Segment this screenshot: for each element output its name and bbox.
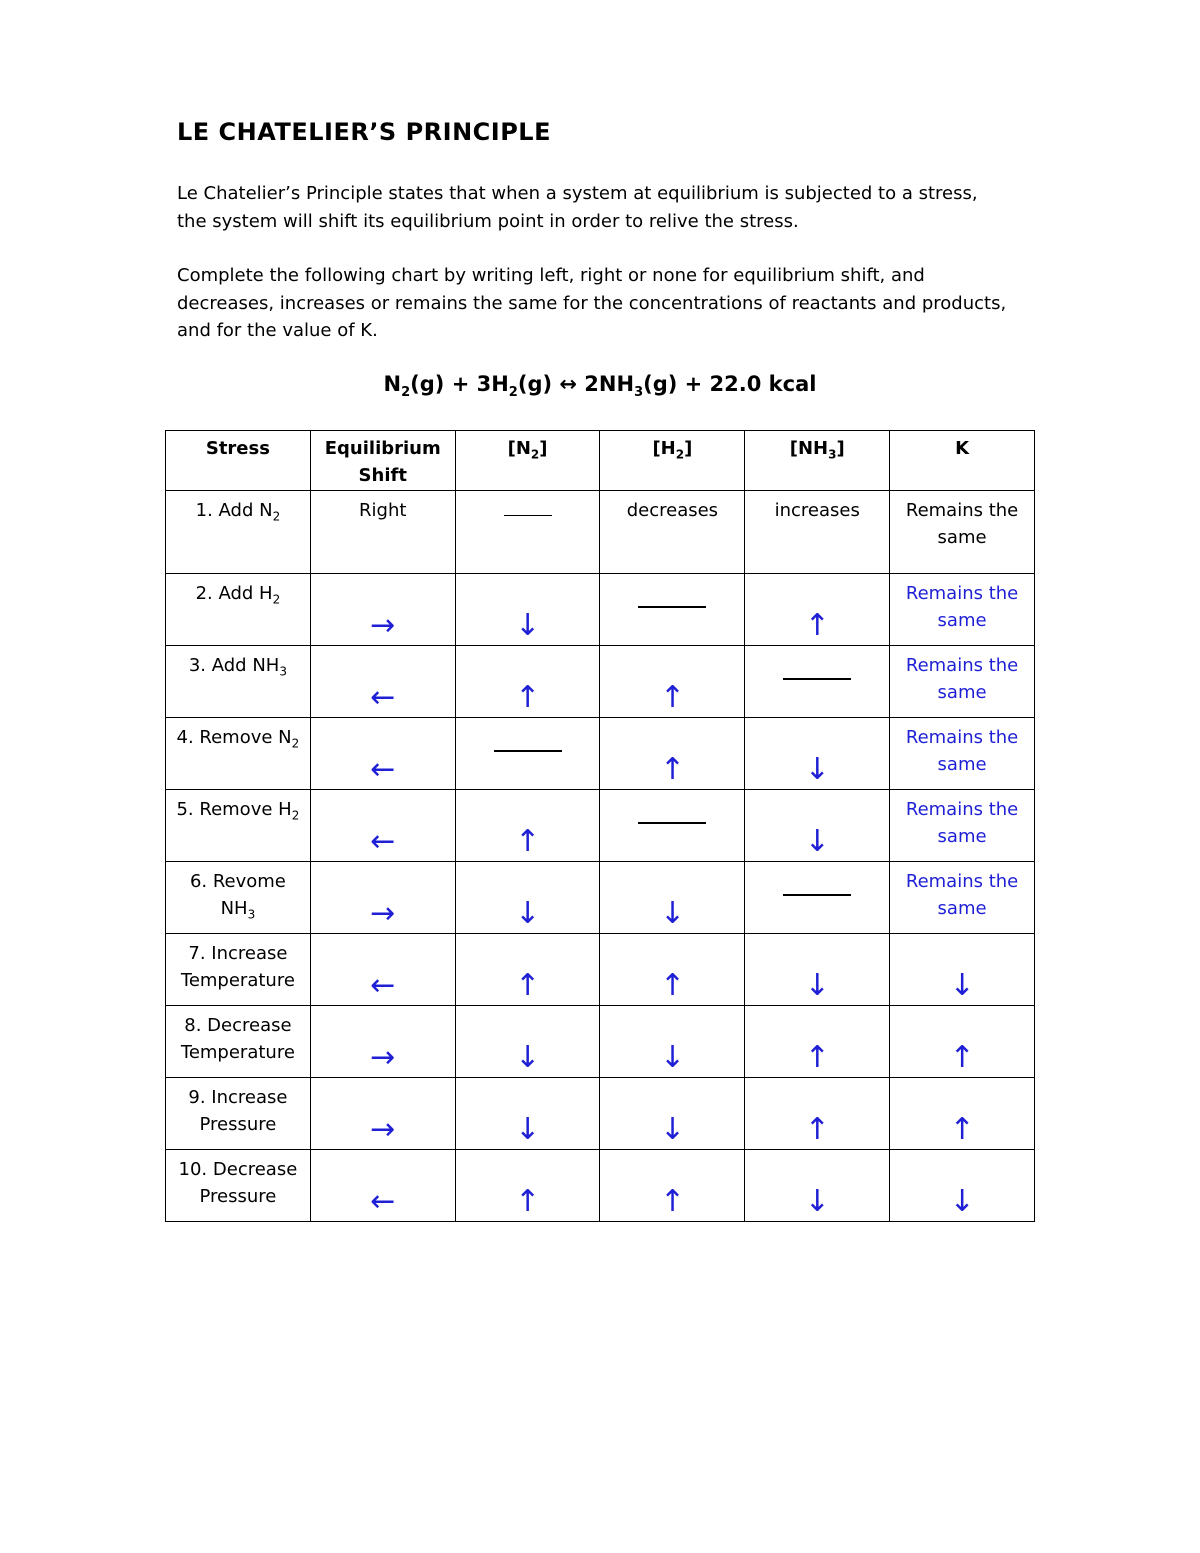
h2-cell bbox=[600, 790, 745, 862]
k-cell: Remains the same bbox=[890, 574, 1035, 646]
answer-blank bbox=[783, 894, 851, 896]
h2-cell bbox=[600, 646, 745, 718]
n2-cell bbox=[455, 934, 600, 1006]
up-arrow-icon: ↑ bbox=[515, 1184, 541, 1219]
stress-cell: 5. Remove $H_2$ bbox=[166, 790, 311, 862]
k-cell bbox=[890, 1150, 1035, 1222]
table-row bbox=[166, 574, 1035, 646]
nh3-cell bbox=[745, 1150, 890, 1222]
stress-cell: 8. Decrease Temperature bbox=[166, 1006, 311, 1078]
right-arrow-icon: → bbox=[370, 1040, 396, 1075]
stress-cell: 6. Revome $NH_3$ bbox=[166, 862, 311, 934]
header-nh3: $[NH_3]$ bbox=[745, 431, 890, 491]
n2-cell bbox=[455, 491, 600, 574]
stress-cell: 3. Add $NH_3$ bbox=[166, 646, 311, 718]
answer-blank bbox=[504, 515, 552, 516]
answer-blank bbox=[638, 606, 706, 608]
header-h2: $[H_2]$ bbox=[600, 431, 745, 491]
down-arrow-icon: ↓ bbox=[659, 1040, 685, 1075]
n2-cell bbox=[455, 1006, 600, 1078]
right-arrow-icon: → bbox=[370, 1112, 396, 1147]
h2-cell bbox=[600, 934, 745, 1006]
down-arrow-icon: ↓ bbox=[949, 968, 975, 1003]
up-arrow-icon: ↑ bbox=[949, 1112, 975, 1147]
stress-cell: 2. Add $H_2$ bbox=[166, 574, 311, 646]
shift-cell bbox=[310, 790, 455, 862]
answer-blank bbox=[494, 750, 562, 752]
n2-cell bbox=[455, 1150, 600, 1222]
k-cell bbox=[890, 1006, 1035, 1078]
shift-cell bbox=[310, 574, 455, 646]
up-arrow-icon: ↑ bbox=[949, 1040, 975, 1075]
instructions-line-3: and for the value of K. bbox=[177, 320, 378, 341]
down-arrow-icon: ↓ bbox=[804, 824, 830, 859]
table-row bbox=[166, 1006, 1035, 1078]
left-arrow-icon: ← bbox=[370, 824, 396, 859]
table-row bbox=[166, 790, 1035, 862]
table-row bbox=[166, 1078, 1035, 1150]
shift-cell bbox=[310, 646, 455, 718]
left-arrow-icon: ← bbox=[370, 1184, 396, 1219]
header-equilibrium-shift: Equilibrium Shift bbox=[310, 431, 455, 491]
left-arrow-icon: ← bbox=[370, 680, 396, 715]
shift-cell bbox=[310, 1006, 455, 1078]
table-row bbox=[166, 862, 1035, 934]
up-arrow-icon: ↑ bbox=[804, 1040, 830, 1075]
n2-cell bbox=[455, 1078, 600, 1150]
k-cell bbox=[890, 934, 1035, 1006]
nh3-cell bbox=[745, 718, 890, 790]
h2-cell bbox=[600, 718, 745, 790]
up-arrow-icon: ↑ bbox=[804, 608, 830, 643]
instructions-line-2: decreases, increases or remains the same for the concentrations of reactants and products, bbox=[177, 292, 1007, 314]
table-row bbox=[166, 934, 1035, 1006]
k-cell: Remains the same bbox=[890, 718, 1035, 790]
up-arrow-icon: ↑ bbox=[659, 752, 685, 787]
shift-cell bbox=[310, 1150, 455, 1222]
up-arrow-icon: ↑ bbox=[515, 680, 541, 715]
down-arrow-icon: ↓ bbox=[515, 1040, 541, 1075]
nh3-cell bbox=[745, 1078, 890, 1150]
stress-cell: 10. Decrease Pressure bbox=[166, 1150, 311, 1222]
down-arrow-icon: ↓ bbox=[515, 1112, 541, 1147]
h2-cell bbox=[600, 1150, 745, 1222]
shift-cell: Right bbox=[310, 491, 455, 574]
nh3-cell bbox=[745, 790, 890, 862]
nh3-cell bbox=[745, 1006, 890, 1078]
equilibrium-chart bbox=[165, 430, 1035, 1222]
h2-cell bbox=[600, 862, 745, 934]
n2-cell bbox=[455, 646, 600, 718]
stress-cell: 9. Increase Pressure bbox=[166, 1078, 311, 1150]
k-cell: Remains the same bbox=[890, 862, 1035, 934]
instructions-paragraph bbox=[177, 262, 1057, 345]
up-arrow-icon: ↑ bbox=[659, 968, 685, 1003]
up-arrow-icon: ↑ bbox=[659, 680, 685, 715]
nh3-cell bbox=[745, 574, 890, 646]
right-arrow-icon: → bbox=[370, 896, 396, 931]
down-arrow-icon: ↓ bbox=[515, 608, 541, 643]
n2-cell bbox=[455, 862, 600, 934]
header-n2: $[N_2]$ bbox=[455, 431, 600, 491]
up-arrow-icon: ↑ bbox=[659, 1184, 685, 1219]
k-cell bbox=[890, 1078, 1035, 1150]
h2-cell bbox=[600, 574, 745, 646]
nh3-cell bbox=[745, 934, 890, 1006]
down-arrow-icon: ↓ bbox=[804, 752, 830, 787]
table-row bbox=[166, 1150, 1035, 1222]
table-row bbox=[166, 646, 1035, 718]
left-arrow-icon: ← bbox=[370, 752, 396, 787]
n2-cell bbox=[455, 574, 600, 646]
down-arrow-icon: ↓ bbox=[659, 896, 685, 931]
table-row bbox=[166, 718, 1035, 790]
k-cell: Remains the same bbox=[890, 646, 1035, 718]
down-arrow-icon: ↓ bbox=[515, 896, 541, 931]
instructions-line-1: Complete the following chart by writing left, right or none for equilibrium shift, and bbox=[177, 265, 925, 286]
h2-cell: decreases bbox=[600, 491, 745, 574]
shift-cell bbox=[310, 1078, 455, 1150]
k-cell: Remains the same bbox=[890, 491, 1035, 574]
shift-cell bbox=[310, 718, 455, 790]
header-k: K bbox=[890, 431, 1035, 491]
header-stress: Stress bbox=[166, 431, 311, 491]
shift-cell bbox=[310, 934, 455, 1006]
down-arrow-icon: ↓ bbox=[804, 1184, 830, 1219]
shift-cell bbox=[310, 862, 455, 934]
table-row bbox=[166, 491, 1035, 574]
stress-cell: 7. Increase Temperature bbox=[166, 934, 311, 1006]
n2-cell bbox=[455, 718, 600, 790]
k-cell: Remains the same bbox=[890, 790, 1035, 862]
up-arrow-icon: ↑ bbox=[515, 824, 541, 859]
up-arrow-icon: ↑ bbox=[515, 968, 541, 1003]
down-arrow-icon: ↓ bbox=[949, 1184, 975, 1219]
nh3-cell bbox=[745, 646, 890, 718]
h2-cell bbox=[600, 1006, 745, 1078]
stress-cell: 4. Remove $N_2$ bbox=[166, 718, 311, 790]
h2-cell bbox=[600, 1078, 745, 1150]
nh3-cell bbox=[745, 862, 890, 934]
nh3-cell: increases bbox=[745, 491, 890, 574]
left-arrow-icon: ← bbox=[370, 968, 396, 1003]
page-title: LE CHATELIER’S PRINCIPLE bbox=[177, 118, 551, 146]
answer-blank bbox=[783, 678, 851, 680]
up-arrow-icon: ↑ bbox=[804, 1112, 830, 1147]
right-arrow-icon: → bbox=[370, 608, 396, 643]
intro-paragraph bbox=[177, 180, 1057, 235]
intro-line-1: Le Chatelier’s Principle states that when a system at equilibrium is subjected to a stress, bbox=[177, 183, 978, 204]
stress-cell: 1. Add $N_2$ bbox=[166, 491, 311, 574]
n2-cell bbox=[455, 790, 600, 862]
intro-line-2: the system will shift its equilibrium point in order to relive the stress. bbox=[177, 210, 799, 232]
table-header-row bbox=[166, 431, 1035, 491]
down-arrow-icon: ↓ bbox=[804, 968, 830, 1003]
down-arrow-icon: ↓ bbox=[659, 1112, 685, 1147]
answer-blank bbox=[638, 822, 706, 824]
reaction-equation: $N_2(g) + 3H_2(g)$ ↔ $2NH_3(g) + 22.0$ kcal bbox=[383, 372, 817, 401]
